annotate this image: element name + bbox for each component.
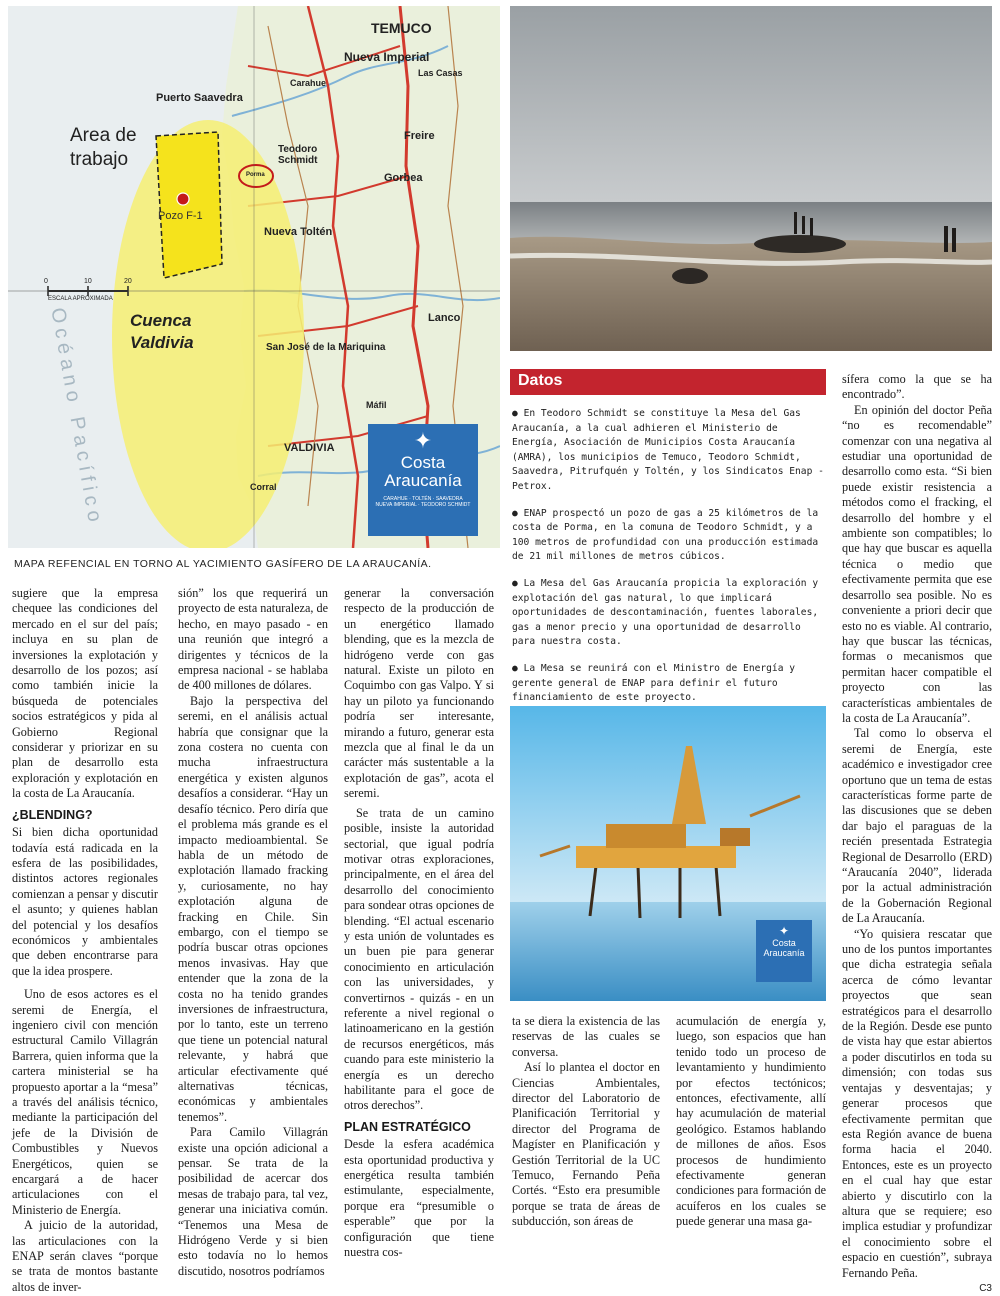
- datos-item-text: En Teodoro Schmidt se constituye la Mesa del Gas Araucanía, a la cual adhieren el Ministerio de Energía, Asociación de Municipios Costa Araucanía (AMRA), los municipios de Temuco, Teodoro Schmidt, Saavedra, Pitrufquén y Toltén, y los Sindicatos Enap - Petrox.: [512, 408, 824, 492]
- map-label-carahue: Carahue: [290, 78, 327, 88]
- map-caption: MAPA REFENCIAL EN TORNO AL YACIMIENTO GASÍFERO DE LA ARAUCANÍA.: [14, 558, 432, 570]
- paragraph: Tal como lo observa el seremi de Energía, este académico e investigador cree oportuno que un tema de estas características forme parte de las discusiones que se deben dar bajo el paraguas de la recién presentada Estrategia Regional de Desarrollo (ERD) “Araucanía 2040”, liderada por la actual administración de la Gobernación Regional de La Araucanía.: [842, 726, 992, 926]
- beach-photo: [510, 6, 992, 351]
- paragraph: Si bien dicha oportunidad todavía está radicada en la esfera de las posibilidades, distintos actores regionales comienzan a pensar y discutir el asunto; y quienes hablan del potencial y los desafíos económicos y ambientales que deben encontrarse para que la idea prospere.: [12, 825, 158, 978]
- map-label-gorbea: Gorbea: [384, 172, 423, 184]
- map-label-corral: Corral: [250, 482, 277, 492]
- map-label-puerto-saavedra: Puerto Saavedra: [156, 92, 243, 104]
- rig-logo-line1: Costa: [772, 938, 796, 948]
- article-column-2: [178, 586, 328, 1279]
- map-label-mafil: Máfil: [366, 400, 387, 410]
- paragraph: Desde la esfera académica esta oportunidad productiva y energética resulta también estimulante, especialmente, porque era “presumible o esperable” que por la configuración que tiene nuestra cos-: [344, 1137, 494, 1260]
- map-label-nueva-tolten: Nueva Toltén: [264, 226, 333, 238]
- paragraph: sión” los que requerirá un proyecto de esta naturaleza, de hecho, en mayo pasado - en una reunión que integró a dirigentes y técnicos de la empresa nacional - se hablaba de 400 millones de dólares.: [178, 586, 328, 693]
- map-label-nueva-imperial: Nueva Imperial: [344, 50, 430, 64]
- rig-logo: [756, 920, 812, 982]
- article-column-1: [12, 586, 158, 1295]
- scale-tick-20: 20: [124, 278, 132, 285]
- datos-item-text: ENAP prospectó un pozo de gas a 25 kilómetros de la costa de Porma, en la comuna de Teodoro Schmidt, y a 100 metros de profundidad con una producción estimada de 21 mil millones de metros cúbicos.: [512, 507, 819, 563]
- paragraph: sífera como la que se ha encontrado”.: [842, 372, 992, 402]
- article-column-5: [676, 1014, 826, 1230]
- pozo-label: Pozo F-1: [158, 210, 203, 222]
- datos-item-text: La Mesa se reunirá con el Ministro de Energía y gerente general de ENAP para definir el futuro financiamiento de este proyecto.: [512, 662, 796, 704]
- beach-photo-graphic: [510, 6, 992, 351]
- paragraph: generar la conversación respecto de la producción de un energético llamado blending, que es la mezcla de hidrógeno verde con gas natural. Existe un piloto en Coquimbo con gas Valpo. Y si hay un piloto ya funcionando podría ser interesante, mirando a futuro, generar esta mezcla que al final le da un carácter más sustentable a la explotación de gas”, acota el seremi.: [344, 586, 494, 801]
- article-column-3: [344, 586, 494, 1260]
- article-end-mark: C3: [979, 1282, 992, 1294]
- map-label-porma: Porma: [246, 172, 265, 178]
- map-label-freire: Freire: [404, 130, 435, 142]
- paragraph: “Yo quisiera rescatar que uno de los puntos importantes que dicha estrategia señala acerca de cómo levantar proyectos que sean estratégicos para el desarrollo de la Región. Desde ese punto de vista hay que estar abiertos a poder discutirlos en toda su dimensión; con todas sus ventajas y desventajas; y generar procesos que efectivamente permitan que esta Región avance de buena forma hacia el 2040. Entonces, este es un proyecto en el cual hay que estar abierto y discutirlo con la altura que se requiere; eso implica estudiar y profundizar el conocimiento sobre el espacio en cuestión”, subraya Fernando Peña.: [842, 926, 992, 1280]
- logo-subtitle: CARAHUE · TOLTÉN · SAAVEDRA: [383, 496, 463, 502]
- article-column-4: [512, 1014, 660, 1230]
- rig-logo-star-icon: ✦: [778, 924, 790, 938]
- datos-rule: [510, 393, 826, 395]
- rig-logo-line2: Araucanía: [763, 948, 805, 958]
- datos-item: ● ENAP prospectó un pozo de gas a 25 kilómetros de la costa de Porma, en la comuna de Teodoro Schmidt, y a 100 metros de profundidad con una producción estimada de 21 mil millones de metros cúbicos.: [512, 507, 819, 563]
- paragraph: Para Camilo Villagrán existe una opción adicional a pensar. Se trata de la posibilidad de acercar dos mesas de trabajo para, tal vez, generar una iniciativa común. “Tenemos una Mesa de Hidrógeno Verde y si bien esto todavía no lo hemos discutido, nosotros podríamos: [178, 1125, 328, 1278]
- datos-title: Datos: [510, 369, 826, 393]
- map-label-temuco: TEMUCO: [371, 20, 432, 36]
- cuenca-valdivia-label: Cuenca Valdivia: [130, 311, 194, 352]
- section-heading-plan: PLAN ESTRATÉGICO: [344, 1119, 471, 1134]
- ocean-label: Océano Pacífico: [46, 306, 107, 529]
- reference-map: [8, 6, 500, 548]
- paragraph: acumulación de energía y, luego, son espacios que han tenido todo un proceso de levantamiento y hundimiento por efectos tectónicos; entonces, efectivamente, allí hay acumulación de material geológico. Estamos hablando de millones de años. Esos procesos de hundimiento efectivamente generan condiciones para formación de acuíferos en los cuales se puede generar una masa ga-: [676, 1014, 826, 1229]
- datos-item-text: La Mesa del Gas Araucanía propicia la exploración y explotación del gas natural, lo que implicará oportunidades de descontaminación, fuentes laborales, gas a menor precio y una oportunidad de desarrollo para nuestra costa.: [512, 577, 819, 648]
- datos-item: ● La Mesa se reunirá con el Ministro de Energía y gerente general de ENAP para definir el futuro financiamiento de este proyecto.: [512, 662, 796, 704]
- paragraph: Bajo la perspectiva del seremi, en el análisis actual habría que consignar que la zona costera no cuenta con mucha infraestructura energética y existen algunos desafíos a considerar. “Hay un desafío técnico. Pero diría que el problema más grande es el impacto medioambiental. Se habla de un método de explotación llamado fracking y, curiosamente, no hay explotación alguna de fracking en Chile. Sin embargo, con el tiempo se podría buscar otras opciones menos invasivas. Hay que entender que la zona de la costa no ha tenido grandes inversiones de infraestructura, por lo tanto, este un terreno que tiene un potencial natural relevante, y habrá que articular efectivamente qué alternativas técnicas, económicas y ambientales tenemos”.: [178, 693, 328, 1124]
- logo-subtitle2: NUEVA IMPERIAL · TEODORO SCHMIDT: [375, 502, 471, 508]
- scale-tick-10: 10: [84, 278, 92, 285]
- map-label-teodoro-schmidt: Teodoro Schmidt: [278, 144, 318, 166]
- scale-tick-0: 0: [44, 278, 48, 285]
- paragraph: Uno de esos actores es el seremi de Energía, el ingeniero civil con mención estructural Camilo Villagrán Barrera, quien informa que la cartera ministerial se ha propuesto aportar a la “mesa” a través del análisis técnico, mediante la participación del jefe de la División de Combustibles y Nuevos Energéticos, quien se encargará a de hacer articulaciones con el Ministerio de Energía.: [12, 987, 158, 1217]
- section-heading-blending: ¿BLENDING?: [12, 807, 93, 822]
- paragraph: sugiere que la empresa chequee las condiciones del mercado en el sur del país; incluya en su plan de inversiones la explotación y desarrollo de los pozos; así como también inicie la búsqueda de potenciales socios estratégicos y pida al Gobierno Regional considerar y priorizar en su plan de desarrollo esta exploración y explotación en la costa de La Araucanía.: [12, 586, 158, 801]
- datos-item: ● En Teodoro Schmidt se constituye la Mesa del Gas Araucanía, a la cual adhieren el Ministerio de Energía, Asociación de Municipios Costa Araucanía (AMRA), los municipios de Temuco, Teodoro Schmidt, Saavedra, Pitrufquén y Toltén, y los Sindicatos Enap - Petrox.: [512, 408, 824, 492]
- map-label-lanco: Lanco: [428, 312, 461, 324]
- paragraph: A juicio de la autoridad, las articulaciones con la ENAP serán claves “porque se trata de montos bastante altos de inver-: [12, 1218, 158, 1294]
- paragraph: Así lo plantea el doctor en Ciencias Ambientales, director del Laboratorio de Planificación Territorial y director del Programa de Magíster en Planificación y Gestión Territorial de la UC Temuco, Fernando Peña Cortés. “Esto era presumible porque se trata de áreas de subducción, son áreas de: [512, 1060, 660, 1229]
- datos-box: [510, 369, 826, 717]
- area-trabajo-label: Area de trabajo: [70, 125, 137, 170]
- map-label-las-casas: Las Casas: [418, 68, 463, 78]
- paragraph: Se trata de un camino posible, insiste la autoridad sectorial, que igual podría motivar otras exploraciones, principalmente, en el área del desarrollo del conocimiento para sondear otras opciones de blending. “El actual escenario y esta unión de voluntades es un buen pie para generar conocimiento en articulación con las universidades, y convertirnos - quizás - en un referente a nivel regional o latinoamericano en la gestión de recursos energéticos, más cuando para este ministerio la energía es un derecho habilitante para el goce de otros derechos”.: [344, 805, 494, 1113]
- paragraph: ta se diera la existencia de las reservas de las cuales se conversa.: [512, 1014, 660, 1059]
- costa-araucania-logo: [368, 424, 478, 536]
- datos-item: ● La Mesa del Gas Araucanía propicia la exploración y explotación del gas natural, lo que implicará oportunidades de descontaminación, fuentes laborales, gas a menor precio y una oportunidad de desarrollo para nuestra costa.: [512, 577, 819, 648]
- logo-line1: Costa: [400, 453, 446, 472]
- logo-line2: Araucanía: [384, 471, 462, 490]
- paragraph: En opinión del doctor Peña “no es recomendable” comenzar con una negativa al estudiar una oportunidad de desarrollo como esta. “Si bien puede existir resistencia a métodos como el fracking, el desarrollo del hombre y el ambiente son compatibles; lo que hay que buscar es aquella técnica o medio que efectivamente permita que ese desarrollo sea posible. No es conveniente a priori decir que esto no es viable. Al contrario, hay que buscar las técnicas, formas o mecanismos que permitan hacer compatible el proyecto con las características ambientales de la costa de La Araucanía”.: [842, 402, 992, 725]
- scale-label: ESCALA APROXIMADA: [48, 296, 113, 302]
- logo-star-icon: ✦: [413, 428, 433, 453]
- map-label-valdivia: VALDIVIA: [284, 442, 335, 454]
- map-label-san-jose: San José de la Mariquina: [266, 342, 386, 353]
- offshore-rig-photo: [510, 706, 826, 1001]
- article-column-6: [842, 372, 992, 1296]
